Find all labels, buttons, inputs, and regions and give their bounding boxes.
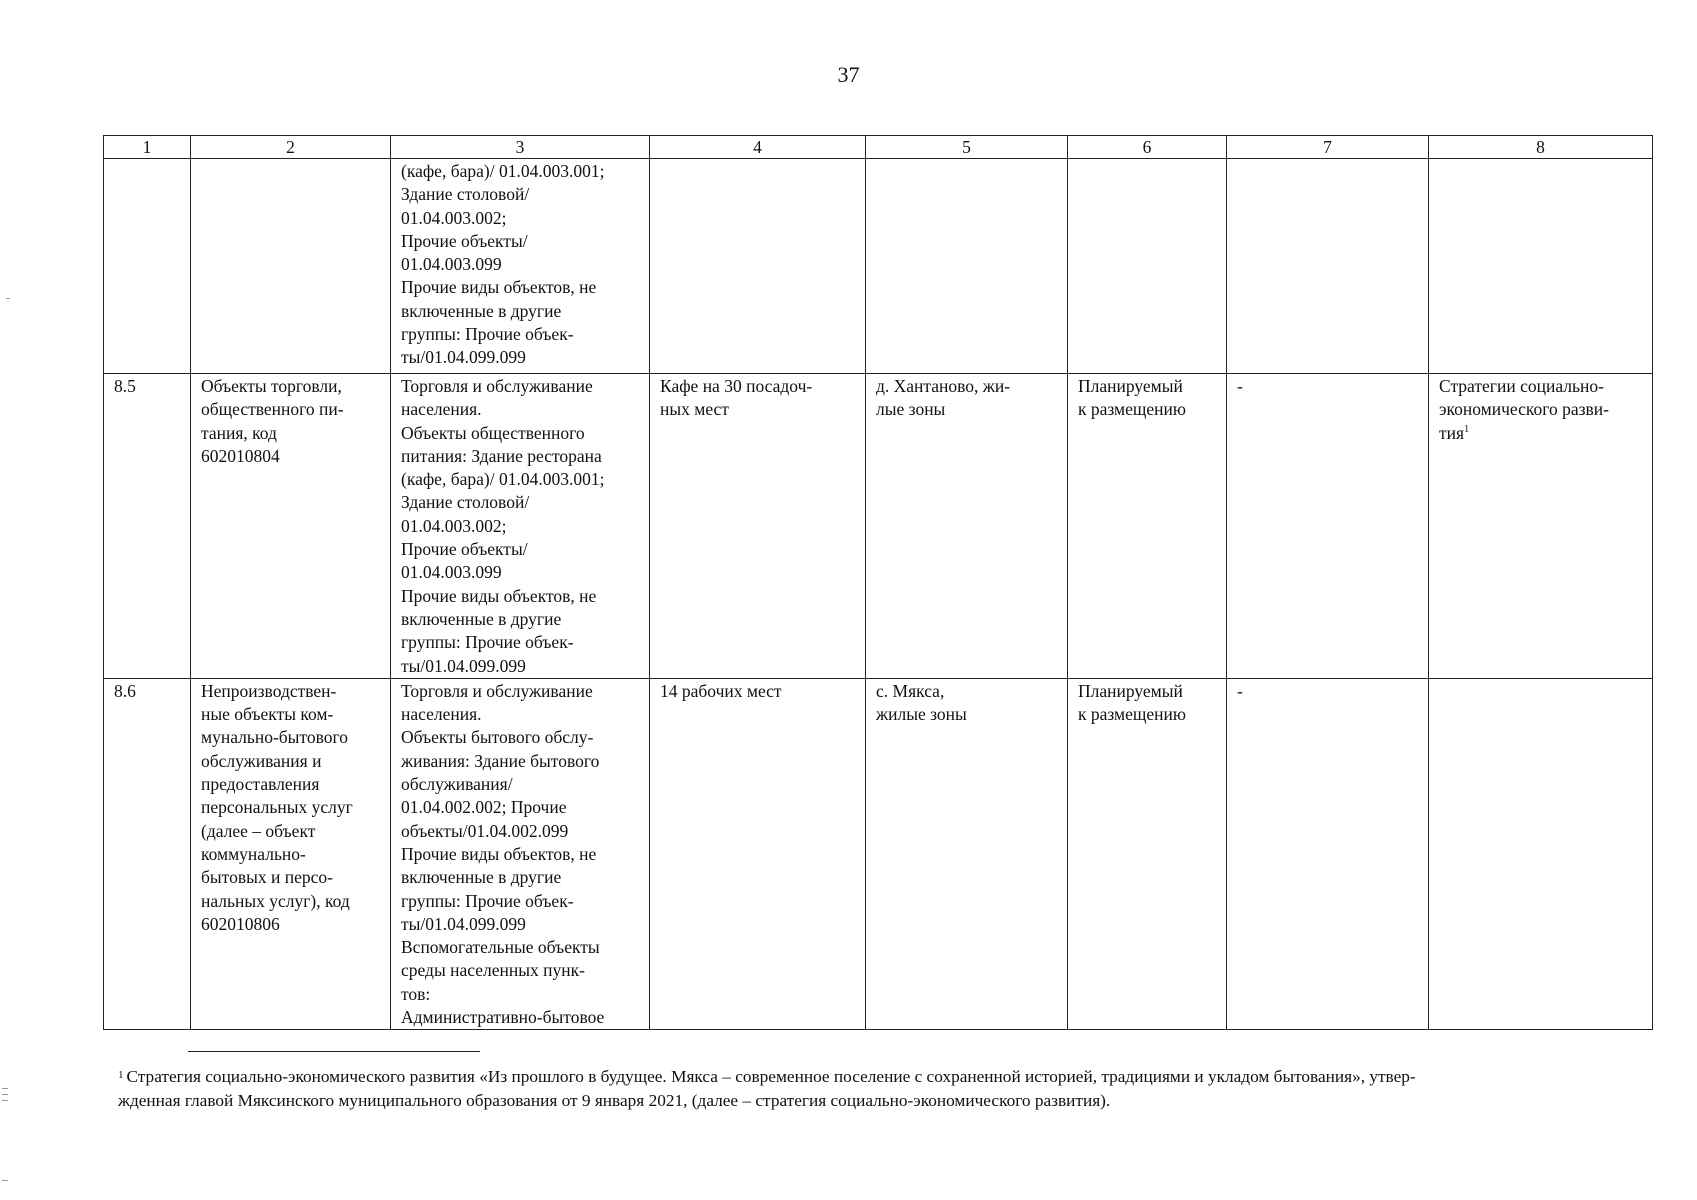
cell-line: Здание столовой/ bbox=[401, 184, 530, 205]
cell-line: к размещению bbox=[1078, 704, 1186, 725]
cell-num: 8.6 bbox=[104, 678, 191, 1029]
cell-line: тания, код bbox=[201, 422, 277, 443]
cell-line: Объекты общественного bbox=[401, 422, 585, 443]
cell-line: 01.04.003.099 bbox=[401, 254, 502, 275]
cell-line: включенные в другие bbox=[401, 608, 562, 629]
column-header-3: 3 bbox=[391, 136, 650, 159]
column-header-4: 4 bbox=[650, 136, 866, 159]
cell-line: Непроизводствен- bbox=[201, 680, 337, 701]
table-row bbox=[104, 678, 1653, 1029]
table-row bbox=[104, 374, 1653, 679]
cell-line: 602010806 bbox=[201, 913, 280, 934]
cell-line: обслуживания и bbox=[201, 750, 322, 771]
cell-line: Объекты торговли, bbox=[201, 376, 342, 396]
cell-status bbox=[1068, 374, 1227, 679]
cell-line: живания: Здание бытового bbox=[401, 750, 600, 771]
cell-line: Вспомогательные объекты bbox=[401, 937, 600, 958]
cell-line: тов: bbox=[401, 983, 431, 1004]
margin-tick bbox=[2, 1094, 8, 1095]
footnote bbox=[118, 1065, 1658, 1113]
column-header-2: 2 bbox=[191, 136, 391, 159]
cell-line: лые зоны bbox=[876, 399, 946, 420]
cell-line: жилые зоны bbox=[876, 704, 967, 725]
cell-line: 602010804 bbox=[201, 445, 280, 466]
cell-line: 01.04.003.002; bbox=[401, 515, 507, 536]
cell-line: ных мест bbox=[660, 399, 729, 420]
cell-line: д. Хантаново, жи- bbox=[876, 376, 1011, 396]
cell-line: ты/01.04.099.099 bbox=[401, 913, 526, 934]
continuation-row bbox=[104, 159, 1653, 374]
column-header-7: 7 bbox=[1227, 136, 1429, 159]
footnote-line: $^1$ Стратегия социально-экономического развития «Из прошлого в будущее. Мякса – современное поселение с сохраненной историей, традициями и укладом бытования», утвер- bbox=[118, 1067, 1416, 1086]
margin-tick bbox=[2, 1088, 8, 1089]
cell-line: к размещению bbox=[1078, 399, 1186, 420]
cell-line: 01.04.003.099 bbox=[401, 562, 502, 583]
cell-line: ные объекты ком- bbox=[201, 704, 334, 725]
cell-line: Объекты бытового обслу- bbox=[401, 727, 594, 748]
cell-line: населения. bbox=[401, 399, 482, 420]
cell-line: нальных услуг), код bbox=[201, 890, 350, 911]
cell-basis bbox=[1429, 678, 1653, 1029]
cell-name bbox=[191, 159, 391, 374]
cell-line: группы: Прочие объек- bbox=[401, 890, 574, 911]
column-header-8: 8 bbox=[1429, 136, 1653, 159]
cell-line: среды населенных пунк- bbox=[401, 960, 585, 981]
cell-location bbox=[866, 374, 1068, 679]
footnote-line: жденная главой Мяксинского муниципального образования от 9 января 2021, (далее – стратегия социально-экономического развития). bbox=[118, 1091, 1111, 1110]
cell-line: обслуживания/ bbox=[401, 774, 513, 795]
column-header-1: 1 bbox=[104, 136, 191, 159]
margin-tick bbox=[6, 298, 10, 299]
margin-tick bbox=[2, 1180, 8, 1181]
cell-line: Торговля и обслуживание bbox=[401, 376, 593, 396]
cell-line: Прочие объекты/ bbox=[401, 539, 528, 560]
cell-status bbox=[1068, 159, 1227, 374]
cell-line: ты/01.04.099.099 bbox=[401, 655, 526, 676]
planning-table bbox=[103, 135, 1653, 1030]
cell-line: предоставления bbox=[201, 774, 320, 795]
cell-line: Кафе на 30 посадоч- bbox=[660, 376, 813, 396]
cell-basis bbox=[1429, 159, 1653, 374]
footnote-separator bbox=[188, 1051, 480, 1052]
cell-line: объекты/01.04.002.099 bbox=[401, 820, 569, 841]
cell-purpose bbox=[391, 159, 650, 374]
cell-capacity bbox=[650, 159, 866, 374]
cell-zone: - bbox=[1227, 374, 1429, 679]
cell-line: ты/01.04.099.099 bbox=[401, 347, 526, 368]
cell-line: Прочие виды объектов, не bbox=[401, 843, 597, 864]
cell-line: 01.04.003.002; bbox=[401, 207, 507, 228]
cell-line: Прочие виды объектов, не bbox=[401, 585, 597, 606]
cell-num bbox=[104, 159, 191, 374]
cell-line: Здание столовой/ bbox=[401, 492, 530, 513]
cell-num: 8.5 bbox=[104, 374, 191, 679]
cell-line: мунально-бытового bbox=[201, 727, 348, 748]
cell-status bbox=[1068, 678, 1227, 1029]
cell-line: тия$^1$ bbox=[1439, 422, 1470, 443]
cell-line: персональных услуг bbox=[201, 797, 353, 818]
cell-location bbox=[866, 678, 1068, 1029]
cell-purpose bbox=[391, 374, 650, 679]
column-header-6: 6 bbox=[1068, 136, 1227, 159]
column-header-5: 5 bbox=[866, 136, 1068, 159]
cell-line: Административно-бытовое bbox=[401, 1007, 605, 1028]
cell-line: включенные в другие bbox=[401, 867, 562, 888]
footnote-mark: 1 bbox=[118, 1069, 124, 1081]
cell-name bbox=[191, 678, 391, 1029]
cell-line: Планируемый bbox=[1078, 376, 1183, 396]
cell-line: (кафе, бара)/ 01.04.003.001; bbox=[401, 161, 605, 181]
cell-line: (кафе, бара)/ 01.04.003.001; bbox=[401, 469, 605, 490]
cell-line: группы: Прочие объек- bbox=[401, 324, 574, 345]
cell-line: общественного пи- bbox=[201, 399, 344, 420]
cell-line: питания: Здание ресторана bbox=[401, 445, 602, 466]
cell-line: (далее – объект bbox=[201, 820, 316, 841]
cell-line: 01.04.002.002; Прочие bbox=[401, 797, 567, 818]
cell-line: Стратегии социально- bbox=[1439, 376, 1604, 396]
cell-zone: - bbox=[1227, 678, 1429, 1029]
cell-line: включенные в другие bbox=[401, 300, 562, 321]
cell-line: с. Мякса, bbox=[876, 680, 945, 701]
cell-line: Прочие виды объектов, не bbox=[401, 277, 597, 298]
footnote-ref: 1 bbox=[1464, 423, 1470, 435]
cell-name bbox=[191, 374, 391, 679]
cell-line: Планируемый bbox=[1078, 680, 1183, 701]
cell-line: Прочие объекты/ bbox=[401, 230, 528, 251]
header-row bbox=[104, 136, 1653, 159]
cell-line: экономического разви- bbox=[1439, 399, 1609, 420]
cell-capacity bbox=[650, 374, 866, 679]
margin-tick bbox=[2, 1100, 8, 1101]
cell-basis bbox=[1429, 374, 1653, 679]
cell-capacity bbox=[650, 678, 866, 1029]
cell-line: группы: Прочие объек- bbox=[401, 632, 574, 653]
cell-purpose bbox=[391, 678, 650, 1029]
cell-location bbox=[866, 159, 1068, 374]
cell-zone bbox=[1227, 159, 1429, 374]
cell-line: коммунально- bbox=[201, 843, 306, 864]
cell-line: Торговля и обслуживание bbox=[401, 680, 593, 701]
cell-line: населения. bbox=[401, 704, 482, 725]
cell-line: 14 рабочих мест bbox=[660, 680, 782, 701]
page-number: 37 bbox=[837, 62, 860, 87]
cell-line: бытовых и персо- bbox=[201, 867, 333, 888]
